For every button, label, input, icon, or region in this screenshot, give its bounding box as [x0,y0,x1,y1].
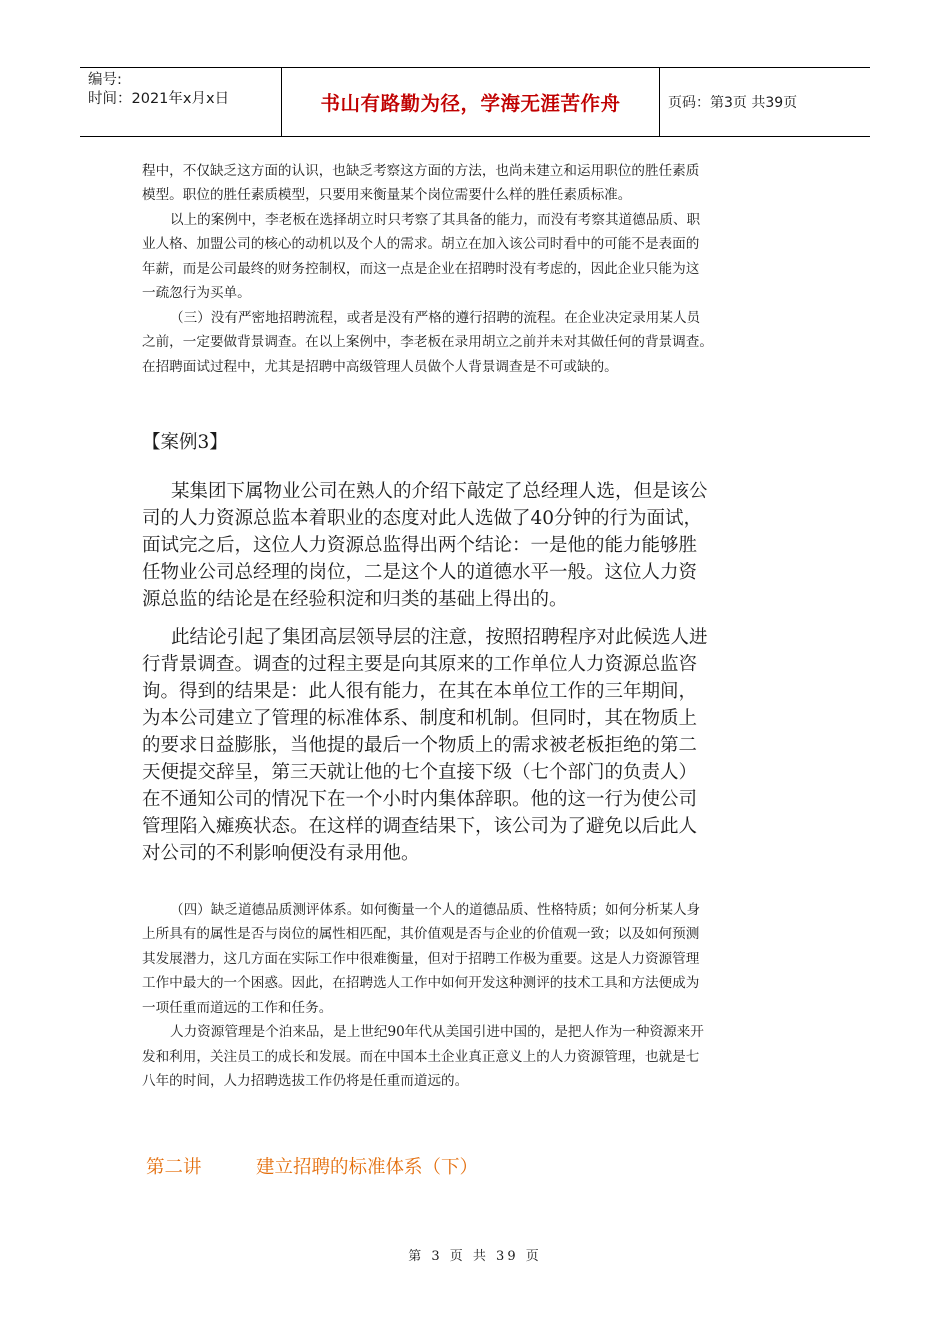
paragraph-line: 八年的时间，人力招聘选拔工作仍将是任重而道远的。 [142,1073,469,1089]
case-line: 某集团下属物业公司在熟人的介绍下敲定了总经理人选，但是该公 [171,481,708,502]
paragraph-line: 模型。职位的胜任素质模型，只要用来衡量某个岗位需要什么样的胜任素质标准。 [142,187,632,203]
document-number-label: 编号: [88,72,122,88]
case-line: 的要求日益膨胀，当他提的最后一个物质上的需求被老板拒绝的第二 [142,735,698,756]
paragraph-line: （四）缺乏道德品质测评体系。如何衡量一个人的道德品质、性格特质；如何分析某人身 [170,902,701,918]
case-line: 行背景调查。调查的过程主要是向其原来的工作单位人力资源总监咨 [142,654,698,675]
section-title [146,1153,478,1179]
header-motto: 书山有路勤为径，学海无涯苦作舟 [282,68,660,136]
case-line: 司的人力资源总监本着职业的态度对此人选做了40分钟的行为面试， [142,508,703,529]
paragraph-line: 其发展潜力，这几方面在实际工作中很难衡量，但对于招聘工作极为重要。这是人力资源管理 [142,951,700,967]
case-heading: 【案例3】 [142,432,228,453]
paragraph-line: 发和利用，关注员工的成长和发展。而在中国本土企业真正意义上的人力资源管理，也就是七 [142,1049,700,1065]
paragraph-line: 上所具有的属性是否与岗位的属性相匹配，其价值观是否与企业的价值观一致；以及如何预测 [142,926,700,942]
case-line: 天便提交辞呈，第三天就让他的七个直接下级（七个部门的负责人） [142,762,698,783]
case-line: 此结论引起了集团高层领导层的注意，按照招聘程序对此候选人进 [171,627,708,648]
paragraph-line: 业人格、加盟公司的核心的动机以及个人的需求。胡立在加入该公司时看中的可能不是表面的 [142,236,700,252]
case-line: 在不通知公司的情况下在一个小时内集体辞职。他的这一行为使公司 [142,789,698,810]
case-line: 对公司的不利影响便没有录用他。 [142,843,420,864]
case-line: 面试完之后，这位人力资源总监得出两个结论：一是他的能力能够胜 [142,535,698,556]
paragraph-line: 工作中最大的一个困惑。因此，在招聘选人工作中如何开发这种测评的技术工具和方法便成为 [142,975,700,991]
paragraph-line: 年薪，而是公司最终的财务控制权，而这一点是企业在招聘时没有考虑的，因此企业只能为这 [142,261,700,277]
paragraph-line: 在招聘面试过程中，尤其是招聘中高级管理人员做个人背景调查是不可或缺的。 [142,359,618,375]
paragraph-line: 程中，不仅缺乏这方面的认识，也缺乏考察这方面的方法，也尚未建立和运用职位的胜任素质 [142,163,700,179]
section-number: 第二讲 [146,1157,202,1178]
header-page-info: 页码：第3页 共39页 [668,95,798,111]
paragraph-line: 一项任重而道远的工作和任务。 [142,1000,333,1016]
header-meta [80,68,282,136]
case-line: 管理陷入瘫痪状态。在这样的调查结果下，该公司为了避免以后此人 [142,816,698,837]
paragraph-line: （三）没有严密地招聘流程，或者是没有严格的遵行招聘的流程。在企业决定录用某人员 [170,310,701,326]
case-line: 任物业公司总经理的岗位，二是这个人的道德水平一般。这位人力资 [142,562,698,583]
paragraph-line: 之前，一定要做背景调查。在以上案例中，李老板在录用胡立之前并未对其做任何的背景调查。 [142,334,713,350]
paragraph-line: 人力资源管理是个泊来品，是上世纪90年代从美国引进中国的，是把人作为一种资源来开 [170,1024,704,1040]
section-title-text: 建立招聘的标准体系（下） [256,1157,479,1178]
case-line: 为本公司建立了管理的标准体系、制度和机制。但同时，其在物质上 [142,708,698,729]
document-date: 时间：2021年x月x日 [88,91,230,107]
page-header [80,67,870,137]
paragraph-line: 以上的案例中，李老板在选择胡立时只考察了其具备的能力，而没有考察其道德品质、职 [170,212,701,228]
page-footer: 第 3 页 共 39 页 [408,1249,542,1264]
paragraph-line: 一疏忽行为买单。 [142,285,251,301]
case-line: 源总监的结论是在经验积淀和归类的基础上得出的。 [142,589,568,610]
case-line: 询。得到的结果是：此人很有能力，在其在本单位工作的三年期间， [142,681,698,702]
